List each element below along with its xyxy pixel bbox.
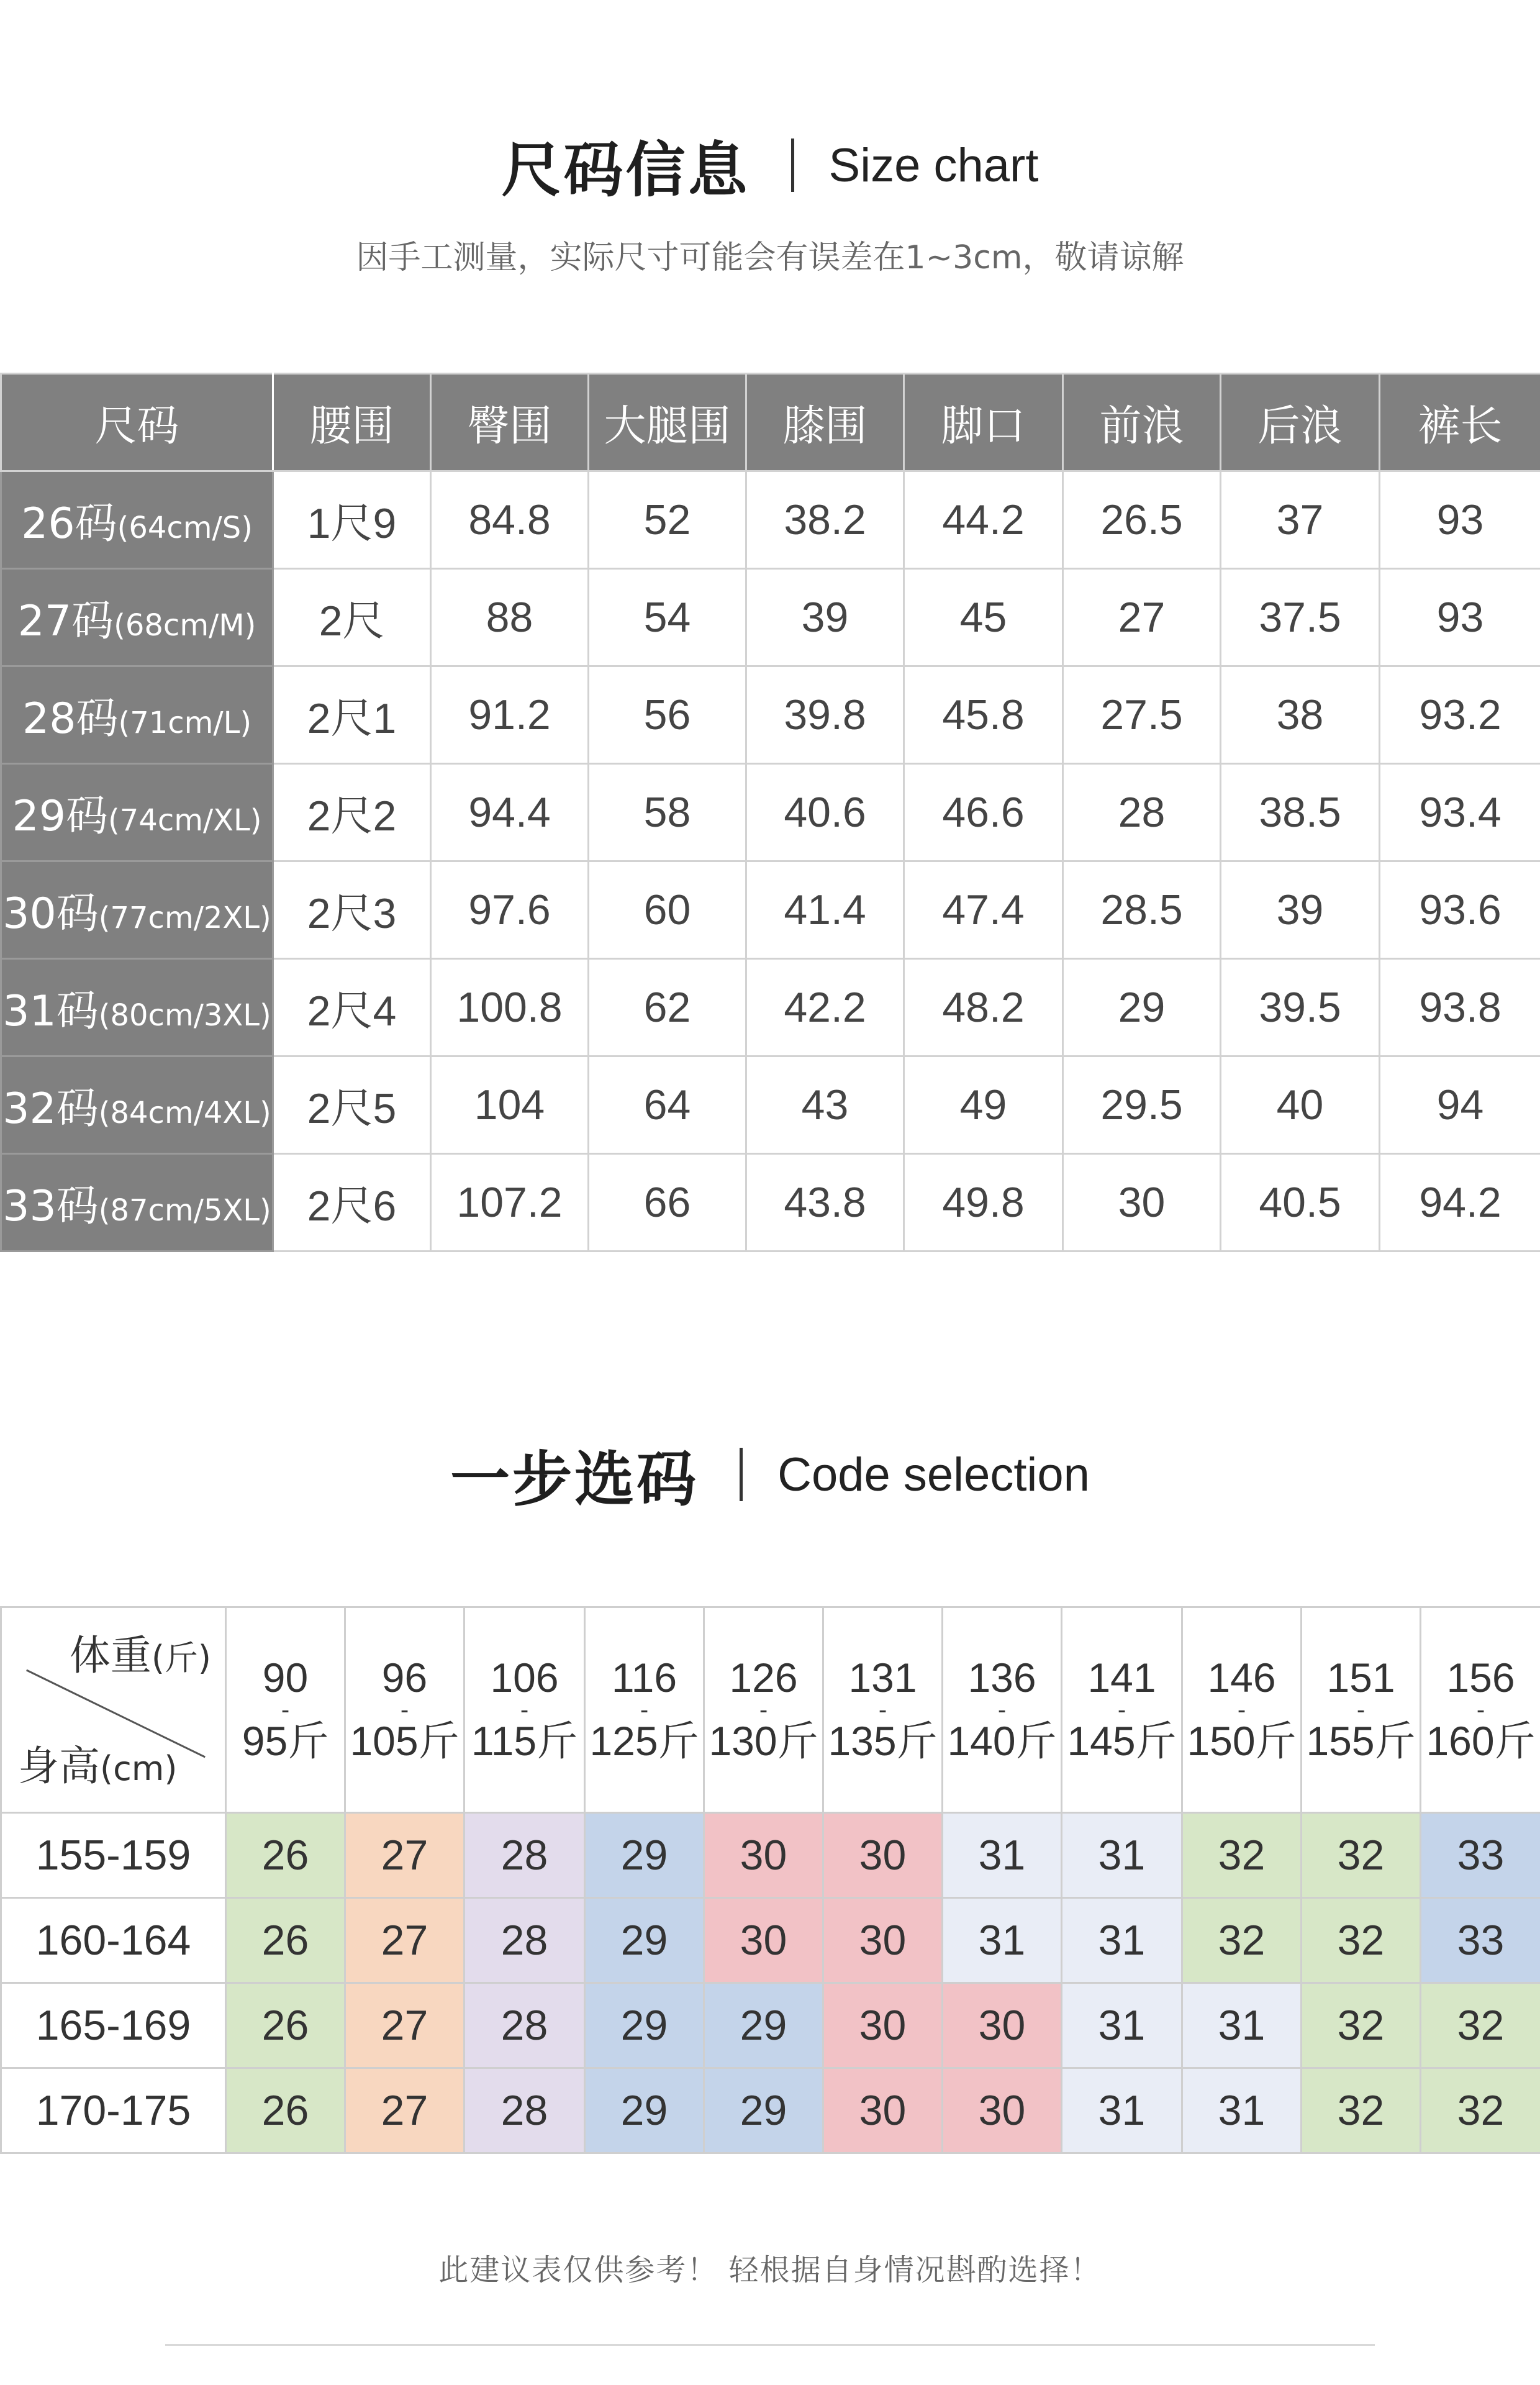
weight-to: 135斤 — [828, 1718, 938, 1764]
size-code: 33码 — [2, 1181, 99, 1231]
measure-cell: 27 — [1063, 569, 1221, 666]
size-waist-note: (71cm/L) — [118, 705, 252, 740]
recommended-size-cell: 28 — [464, 1983, 585, 2068]
measure-cell: 39 — [1221, 861, 1380, 959]
height-row — [1, 1898, 1540, 1983]
measure-cell: 41.4 — [746, 861, 904, 959]
recommended-size-cell: 33 — [1421, 1813, 1540, 1898]
weight-from: 106 — [490, 1655, 559, 1701]
size-chart-title-cn: 尺码信息 — [501, 135, 750, 205]
range-dash: - — [997, 1696, 1007, 1724]
recommended-size-cell: 29 — [585, 1983, 704, 2068]
weight-from: 136 — [967, 1655, 1036, 1701]
size-column-header: 尺码 — [1, 374, 273, 471]
weight-from: 116 — [611, 1655, 677, 1701]
size-chart-title-en: Size chart — [828, 139, 1039, 192]
recommended-size-cell: 29 — [704, 2068, 823, 2153]
size-row — [1, 1056, 1540, 1154]
recommended-size-cell: 26 — [226, 1898, 345, 1983]
measure-cell: 38.5 — [1221, 764, 1380, 861]
size-table-body — [1, 471, 1540, 1252]
size-waist-note: (80cm/3XL) — [98, 997, 271, 1033]
measure-cell: 45 — [904, 569, 1063, 666]
range-dash: - — [878, 1696, 887, 1724]
recommended-size-cell: 30 — [943, 2068, 1062, 2153]
range-dash: - — [400, 1696, 409, 1724]
measure-cell: 44.2 — [904, 471, 1063, 569]
measure-cell: 2尺2 — [273, 764, 431, 861]
measure-cell: 47.4 — [904, 861, 1063, 959]
measure-cell: 39.5 — [1221, 959, 1380, 1056]
measure-cell: 27.5 — [1063, 666, 1221, 764]
recommended-size-cell: 32 — [1302, 1898, 1421, 1983]
measure-cell: 37.5 — [1221, 569, 1380, 666]
measure-cell: 91.2 — [431, 666, 589, 764]
weight-range-header — [226, 1607, 345, 1813]
measure-cell: 84.8 — [431, 471, 589, 569]
size-row — [1, 861, 1540, 959]
weight-label: 体重 — [69, 1632, 152, 1679]
size-label-cell — [1, 861, 273, 959]
weight-range-header — [704, 1607, 823, 1813]
weight-to: 130斤 — [709, 1718, 818, 1764]
size-code: 26码 — [21, 499, 117, 548]
size-row — [1, 569, 1540, 666]
weight-from: 96 — [381, 1655, 428, 1701]
measure-cell: 29 — [1063, 959, 1221, 1056]
weight-to: 105斤 — [350, 1718, 460, 1764]
measure-cell: 64 — [589, 1056, 746, 1154]
recommended-size-cell: 27 — [345, 1898, 464, 1983]
measure-cell: 29.5 — [1063, 1056, 1221, 1154]
recommended-size-cell: 27 — [345, 1983, 464, 2068]
measure-cell: 54 — [589, 569, 746, 666]
range-dash: - — [640, 1696, 649, 1724]
measure-cell: 39.8 — [746, 666, 904, 764]
measure-cell: 48.2 — [904, 959, 1063, 1056]
recommended-size-cell: 31 — [943, 1813, 1062, 1898]
recommended-size-cell: 32 — [1302, 2068, 1421, 2153]
weight-range-header — [823, 1607, 943, 1813]
recommended-size-cell: 30 — [823, 1898, 943, 1983]
measure-cell: 93 — [1380, 471, 1540, 569]
height-row — [1, 2068, 1540, 2153]
corner-header-cell — [1, 1607, 226, 1813]
measure-column-header: 前浪 — [1063, 374, 1221, 471]
measure-cell: 37 — [1221, 471, 1380, 569]
recommended-size-cell: 32 — [1302, 1983, 1421, 2068]
measure-cell: 62 — [589, 959, 746, 1056]
size-label-cell — [1, 666, 273, 764]
weight-from: 131 — [848, 1655, 917, 1701]
measure-column-header: 膝围 — [746, 374, 904, 471]
measure-cell: 93.2 — [1380, 666, 1540, 764]
weight-to: 95斤 — [242, 1718, 329, 1764]
size-row — [1, 1154, 1540, 1252]
measure-cell: 2尺 — [273, 569, 431, 666]
measure-column-header: 脚口 — [904, 374, 1063, 471]
measure-cell: 93 — [1380, 569, 1540, 666]
measure-cell: 43.8 — [746, 1154, 904, 1252]
recommended-size-cell: 30 — [704, 1813, 823, 1898]
measure-cell: 56 — [589, 666, 746, 764]
recommended-size-cell: 31 — [943, 1898, 1062, 1983]
measure-cell: 100.8 — [431, 959, 589, 1056]
measure-cell: 94 — [1380, 1056, 1540, 1154]
weight-from: 90 — [262, 1655, 309, 1701]
recommended-size-cell: 32 — [1421, 2068, 1540, 2153]
recommended-size-cell: 28 — [464, 1813, 585, 1898]
measure-cell: 40.5 — [1221, 1154, 1380, 1252]
weight-from: 126 — [729, 1655, 798, 1701]
range-dash: - — [520, 1696, 529, 1724]
recommended-size-cell: 31 — [1182, 2068, 1302, 2153]
recommended-size-cell: 32 — [1421, 1983, 1540, 2068]
measure-column-header: 腰围 — [273, 374, 431, 471]
measure-cell: 58 — [589, 764, 746, 861]
size-waist-note: (68cm/M) — [114, 607, 256, 643]
measure-column-header: 臀围 — [431, 374, 589, 471]
size-waist-note: (64cm/S) — [117, 510, 253, 545]
size-header-row — [1, 374, 1540, 471]
measure-cell: 40 — [1221, 1056, 1380, 1154]
measure-cell: 97.6 — [431, 861, 589, 959]
weight-range-header — [1302, 1607, 1421, 1813]
footer-divider — [165, 2344, 1375, 2346]
code-selection-title — [0, 1437, 1540, 1512]
weight-to: 125斤 — [589, 1718, 699, 1764]
recommended-size-cell: 29 — [585, 1813, 704, 1898]
weight-to: 160斤 — [1426, 1718, 1536, 1764]
recommended-size-cell: 30 — [823, 1983, 943, 2068]
range-dash: - — [1476, 1696, 1485, 1724]
height-unit: (cm) — [100, 1749, 178, 1789]
recommended-size-cell: 26 — [226, 1813, 345, 1898]
weight-range-header — [943, 1607, 1062, 1813]
weight-from: 146 — [1207, 1655, 1276, 1701]
measure-cell: 38.2 — [746, 471, 904, 569]
measure-column-header: 裤长 — [1380, 374, 1540, 471]
recommended-size-cell: 29 — [585, 1898, 704, 1983]
code-selection-table — [0, 1606, 1540, 2154]
measure-cell: 104 — [431, 1056, 589, 1154]
weight-to: 155斤 — [1306, 1718, 1416, 1764]
size-label-cell — [1, 1056, 273, 1154]
measure-cell: 38 — [1221, 666, 1380, 764]
weight-range-header — [1182, 1607, 1302, 1813]
size-waist-note: (77cm/2XL) — [98, 900, 271, 935]
weight-from: 141 — [1087, 1655, 1156, 1701]
measure-cell: 2尺5 — [273, 1056, 431, 1154]
recommended-size-cell: 30 — [943, 1983, 1062, 2068]
size-code: 30码 — [2, 889, 99, 938]
weight-range-header — [464, 1607, 585, 1813]
range-dash: - — [1117, 1696, 1126, 1724]
height-row — [1, 1983, 1540, 2068]
size-label-cell — [1, 471, 273, 569]
measure-cell: 43 — [746, 1056, 904, 1154]
weight-range-header — [1421, 1607, 1540, 1813]
recommended-size-cell: 28 — [464, 2068, 585, 2153]
recommended-size-cell: 31 — [1062, 2068, 1182, 2153]
height-range-cell: 170-175 — [1, 2068, 226, 2153]
size-label-cell — [1, 1154, 273, 1252]
measure-cell: 2尺3 — [273, 861, 431, 959]
measure-cell: 28 — [1063, 764, 1221, 861]
weight-range-header — [585, 1607, 704, 1813]
size-code: 28码 — [22, 694, 119, 743]
size-waist-note: (84cm/4XL) — [98, 1095, 271, 1130]
code-table-body — [1, 1813, 1540, 2153]
recommended-size-cell: 32 — [1182, 1898, 1302, 1983]
recommended-size-cell: 33 — [1421, 1898, 1540, 1983]
code-selection-title-en: Code selection — [777, 1448, 1090, 1501]
measure-cell: 46.6 — [904, 764, 1063, 861]
recommended-size-cell: 30 — [823, 1813, 943, 1898]
range-dash: - — [759, 1696, 768, 1724]
recommended-size-cell: 28 — [464, 1898, 585, 1983]
measure-cell: 39 — [746, 569, 904, 666]
measure-cell: 28.5 — [1063, 861, 1221, 959]
weight-from: 151 — [1326, 1655, 1395, 1701]
measure-cell: 93.8 — [1380, 959, 1540, 1056]
recommended-size-cell: 30 — [823, 2068, 943, 2153]
size-waist-note: (74cm/XL) — [108, 802, 262, 838]
weight-to: 145斤 — [1067, 1718, 1177, 1764]
weight-to: 140斤 — [947, 1718, 1057, 1764]
height-label: 身高 — [18, 1742, 100, 1791]
measure-cell: 2尺1 — [273, 666, 431, 764]
measure-column-header: 后浪 — [1221, 374, 1380, 471]
size-chart-table — [0, 373, 1540, 1252]
size-label-cell — [1, 764, 273, 861]
range-dash: - — [1356, 1696, 1366, 1724]
height-range-cell: 165-169 — [1, 1983, 226, 2068]
measure-cell: 42.2 — [746, 959, 904, 1056]
recommended-size-cell: 31 — [1182, 1983, 1302, 2068]
measure-column-header: 大腿围 — [589, 374, 746, 471]
weight-range-header — [1062, 1607, 1182, 1813]
size-row — [1, 666, 1540, 764]
measure-cell: 52 — [589, 471, 746, 569]
size-label-cell — [1, 569, 273, 666]
size-code: 27码 — [17, 596, 114, 646]
code-selection-title-cn: 一步选码 — [450, 1444, 699, 1514]
weight-header-row — [1, 1607, 1540, 1813]
measure-cell: 49.8 — [904, 1154, 1063, 1252]
title-divider — [791, 139, 794, 192]
measure-cell: 1尺9 — [273, 471, 431, 569]
measure-cell: 66 — [589, 1154, 746, 1252]
range-dash: - — [281, 1696, 290, 1724]
size-row — [1, 959, 1540, 1056]
measurement-note: 因手工测量，实际尺寸可能会有误差在1~3cm，敬请谅解 — [356, 239, 1184, 276]
size-waist-note: (87cm/5XL) — [98, 1192, 271, 1228]
measure-cell: 2尺4 — [273, 959, 431, 1056]
measure-cell: 49 — [904, 1056, 1063, 1154]
measure-cell: 93.6 — [1380, 861, 1540, 959]
size-row — [1, 471, 1540, 569]
size-code: 31码 — [2, 986, 99, 1036]
measure-cell: 88 — [431, 569, 589, 666]
measure-cell: 60 — [589, 861, 746, 959]
measure-cell: 2尺6 — [273, 1154, 431, 1252]
weight-axis-label — [70, 1632, 211, 1680]
recommended-size-cell: 31 — [1062, 1983, 1182, 2068]
height-axis-label — [18, 1742, 177, 1791]
measure-cell: 30 — [1063, 1154, 1221, 1252]
recommended-size-cell: 27 — [345, 2068, 464, 2153]
measure-cell: 40.6 — [746, 764, 904, 861]
recommended-size-cell: 27 — [345, 1813, 464, 1898]
measure-cell: 94.4 — [431, 764, 589, 861]
weight-to: 115斤 — [471, 1718, 578, 1764]
height-range-cell: 155-159 — [1, 1813, 226, 1898]
recommended-size-cell: 29 — [704, 1983, 823, 2068]
advice-note: 此建议表仅供参考！ 轻根据自身情况斟酌选择！ — [438, 2253, 1102, 2287]
title-divider — [740, 1448, 743, 1501]
recommended-size-cell: 30 — [704, 1898, 823, 1983]
size-code: 32码 — [2, 1084, 99, 1133]
size-label-cell — [1, 959, 273, 1056]
measure-cell: 93.4 — [1380, 764, 1540, 861]
recommended-size-cell: 32 — [1302, 1813, 1421, 1898]
measure-cell: 94.2 — [1380, 1154, 1540, 1252]
size-row — [1, 764, 1540, 861]
measure-cell: 26.5 — [1063, 471, 1221, 569]
size-code: 29码 — [12, 791, 109, 841]
weight-to: 150斤 — [1187, 1718, 1297, 1764]
range-dash: - — [1237, 1696, 1246, 1724]
recommended-size-cell: 26 — [226, 1983, 345, 2068]
weight-from: 156 — [1446, 1655, 1515, 1701]
recommended-size-cell: 31 — [1062, 1813, 1182, 1898]
recommended-size-cell: 32 — [1182, 1813, 1302, 1898]
recommended-size-cell: 26 — [226, 2068, 345, 2153]
measure-cell: 107.2 — [431, 1154, 589, 1252]
measure-cell: 45.8 — [904, 666, 1063, 764]
height-row — [1, 1813, 1540, 1898]
size-chart-title — [0, 128, 1540, 205]
height-range-cell: 160-164 — [1, 1898, 226, 1983]
weight-range-header — [345, 1607, 464, 1813]
weight-unit: (斤) — [151, 1638, 211, 1678]
recommended-size-cell: 29 — [585, 2068, 704, 2153]
recommended-size-cell: 31 — [1062, 1898, 1182, 1983]
